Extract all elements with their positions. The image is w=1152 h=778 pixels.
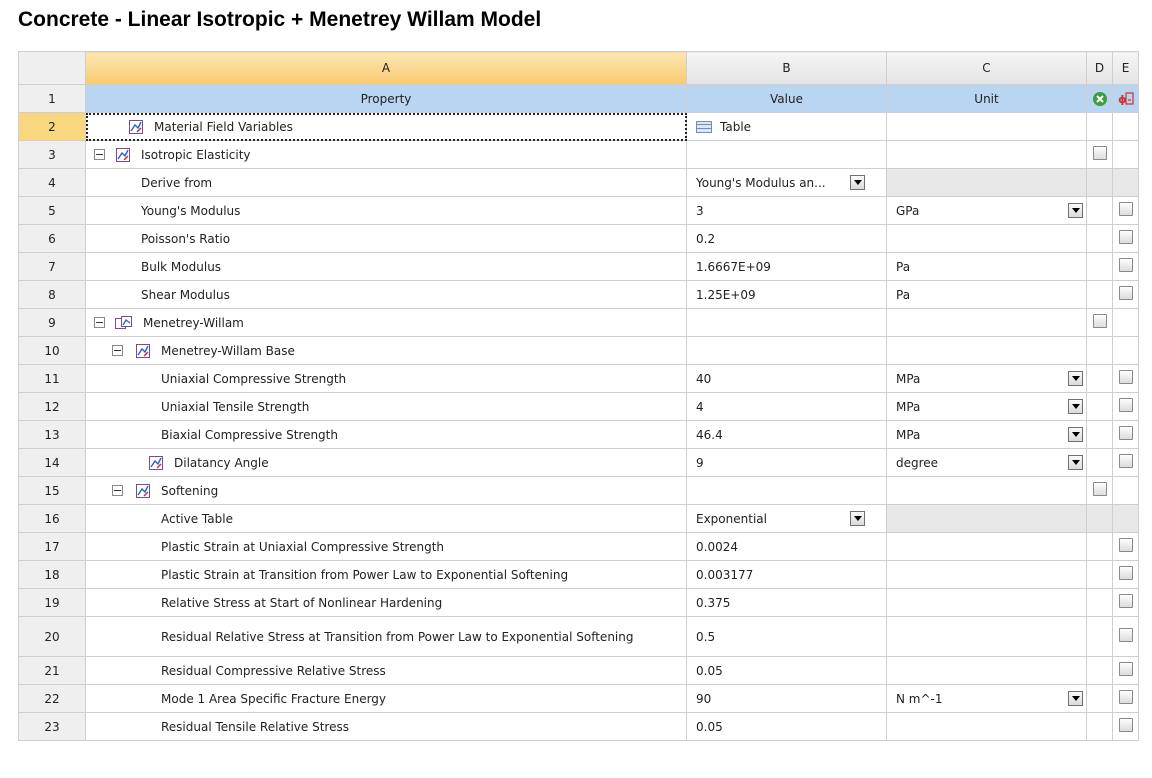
property-label: Softening xyxy=(161,483,219,498)
edit-chart-icon xyxy=(148,455,164,471)
unit-cell xyxy=(887,561,1087,589)
unit-cell xyxy=(887,281,1087,309)
property-cell-biaxial-compressive-strength[interactable] xyxy=(86,421,687,449)
green-x-icon[interactable] xyxy=(1087,85,1113,113)
column-d-cell xyxy=(1087,393,1113,421)
property-label: Biaxial Compressive Strength xyxy=(161,427,338,442)
unit-text: GPa xyxy=(896,203,920,218)
property-cell-mode-1-area-specific-fracture-energy[interactable] xyxy=(86,685,687,713)
unit-text: MPa xyxy=(896,427,921,442)
property-label: Plastic Strain at Transition from Power Law to Exponential Softening xyxy=(161,567,569,582)
table-row[interactable] xyxy=(19,449,1139,477)
parameter-checkbox[interactable] xyxy=(1119,202,1133,216)
column-d-cell xyxy=(1087,281,1113,309)
column-d-cell xyxy=(1087,225,1113,253)
material-model-icon xyxy=(115,315,133,331)
property-cell-isotropic-elasticity[interactable] xyxy=(86,141,687,169)
property-cell-plastic-strain-at-transition-from-power-law-to-exponential-softening[interactable] xyxy=(86,561,687,589)
value-text: 0.003177 xyxy=(696,567,754,582)
table-row[interactable] xyxy=(19,685,1139,713)
property-cell-active-table[interactable] xyxy=(86,505,687,533)
unit-cell xyxy=(887,225,1087,253)
value-cell[interactable] xyxy=(687,393,887,421)
property-label: Mode 1 Area Specific Fracture Energy xyxy=(161,691,387,706)
parameter-checkbox[interactable] xyxy=(1119,398,1133,412)
unit-column-label: Unit xyxy=(887,85,1087,113)
row-number[interactable]: 8 xyxy=(19,281,86,309)
suppress-checkbox[interactable] xyxy=(1093,482,1107,496)
column-e-cell[interactable] xyxy=(1113,449,1139,477)
column-d-cell[interactable] xyxy=(1087,309,1113,337)
property-cell-residual-tensile-relative-stress[interactable] xyxy=(86,713,687,741)
row-number[interactable]: 5 xyxy=(19,197,86,225)
table-row[interactable] xyxy=(19,365,1139,393)
property-cell-shear-modulus[interactable] xyxy=(86,281,687,309)
property-cell-softening[interactable] xyxy=(86,477,687,505)
value-text: Young's Modulus an... xyxy=(696,175,826,190)
row-number[interactable]: 9 xyxy=(19,309,86,337)
column-d-cell[interactable] xyxy=(1087,141,1113,169)
column-e-cell xyxy=(1113,505,1139,533)
collapse-icon[interactable] xyxy=(112,345,123,356)
unit-cell xyxy=(887,589,1087,617)
value-text: 0.05 xyxy=(696,719,723,734)
property-cell-residual-compressive-relative-stress[interactable] xyxy=(86,657,687,685)
page-title: Concrete - Linear Isotropic + Menetrey Willam Model xyxy=(18,8,542,31)
collapse-icon[interactable] xyxy=(112,485,123,496)
table-row[interactable] xyxy=(19,477,1139,505)
property-label: Poisson's Ratio xyxy=(141,231,231,246)
table-row[interactable] xyxy=(19,421,1139,449)
unit-cell xyxy=(887,533,1087,561)
value-text: 40 xyxy=(696,371,712,386)
column-e-cell[interactable] xyxy=(1113,561,1139,589)
table-row[interactable] xyxy=(19,505,1139,533)
table-row[interactable] xyxy=(19,713,1139,741)
unit-cell xyxy=(887,477,1087,505)
dropdown-arrow-icon[interactable] xyxy=(1068,427,1083,442)
properties-table xyxy=(18,51,1139,741)
row-number[interactable]: 16 xyxy=(19,505,86,533)
unit-text: degree xyxy=(896,455,939,470)
value-cell[interactable] xyxy=(687,685,887,713)
value-cell[interactable] xyxy=(687,225,887,253)
table-row[interactable] xyxy=(19,309,1139,337)
column-header-c[interactable]: C xyxy=(887,52,1087,85)
collapse-icon[interactable] xyxy=(94,149,105,160)
column-d-cell xyxy=(1087,589,1113,617)
row-number[interactable]: 14 xyxy=(19,449,86,477)
column-d-cell xyxy=(1087,713,1113,741)
column-d-cell xyxy=(1087,533,1113,561)
row-number[interactable]: 20 xyxy=(19,617,86,657)
row-number[interactable]: 3 xyxy=(19,141,86,169)
parameter-icon[interactable] xyxy=(1113,85,1139,113)
corner-cell[interactable] xyxy=(19,52,86,85)
column-d-cell xyxy=(1087,197,1113,225)
edit-chart-icon xyxy=(128,119,144,135)
dropdown-arrow-icon[interactable] xyxy=(850,511,865,526)
row-number[interactable]: 15 xyxy=(19,477,86,505)
unit-text: Pa xyxy=(896,259,911,274)
column-e-cell[interactable] xyxy=(1113,533,1139,561)
value-text: 0.5 xyxy=(696,629,716,644)
column-e-cell xyxy=(1113,309,1139,337)
unit-cell xyxy=(887,617,1087,657)
parameter-checkbox[interactable] xyxy=(1119,258,1133,272)
table-row[interactable] xyxy=(19,337,1139,365)
property-label: Isotropic Elasticity xyxy=(141,147,251,162)
column-e-cell[interactable] xyxy=(1113,657,1139,685)
column-e-cell xyxy=(1113,337,1139,365)
column-d-cell xyxy=(1087,253,1113,281)
column-d-cell xyxy=(1087,449,1113,477)
value-cell[interactable] xyxy=(687,477,887,505)
property-cell-material-field-variables[interactable] xyxy=(86,113,687,141)
table-row[interactable] xyxy=(19,617,1139,657)
value-cell[interactable] xyxy=(687,421,887,449)
row-number[interactable]: 13 xyxy=(19,421,86,449)
unit-cell[interactable] xyxy=(887,421,1087,449)
value-text: 3 xyxy=(696,203,704,218)
row-number[interactable]: 1 xyxy=(19,85,86,113)
value-cell[interactable] xyxy=(687,505,887,533)
unit-cell[interactable] xyxy=(887,685,1087,713)
table-row[interactable] xyxy=(19,589,1139,617)
svg-text:ɸ: ɸ xyxy=(1117,92,1127,106)
unit-cell xyxy=(887,169,1087,197)
value-text: 0.375 xyxy=(696,595,731,610)
value-cell[interactable] xyxy=(687,589,887,617)
column-d-cell[interactable] xyxy=(1087,477,1113,505)
table-row[interactable] xyxy=(19,197,1139,225)
value-cell[interactable] xyxy=(687,713,887,741)
value-text: 90 xyxy=(696,691,712,706)
column-d-cell xyxy=(1087,561,1113,589)
column-d-cell xyxy=(1087,617,1113,657)
value-cell[interactable] xyxy=(687,657,887,685)
parameter-checkbox[interactable] xyxy=(1119,662,1133,676)
value-cell[interactable] xyxy=(687,141,887,169)
row-number[interactable]: 7 xyxy=(19,253,86,281)
dropdown-arrow-icon[interactable] xyxy=(1068,203,1083,218)
dropdown-arrow-icon[interactable] xyxy=(1068,455,1083,470)
property-label: Shear Modulus xyxy=(141,287,230,302)
edit-chart-icon xyxy=(135,343,151,359)
column-e-cell[interactable] xyxy=(1113,281,1139,309)
column-header-a[interactable]: A xyxy=(86,52,687,85)
column-e-cell xyxy=(1113,141,1139,169)
edit-chart-icon xyxy=(135,483,151,499)
property-label: Residual Relative Stress at Transition from Power Law to Exponential Softening xyxy=(161,629,634,644)
column-e-cell[interactable] xyxy=(1113,393,1139,421)
value-text: 0.05 xyxy=(696,663,723,678)
value-text: Exponential xyxy=(696,511,767,526)
table-row[interactable] xyxy=(19,393,1139,421)
table-row[interactable] xyxy=(19,225,1139,253)
parameter-checkbox[interactable] xyxy=(1119,628,1133,642)
unit-text: MPa xyxy=(896,399,921,414)
property-label: Bulk Modulus xyxy=(141,259,222,274)
parameter-checkbox[interactable] xyxy=(1119,538,1133,552)
table-row[interactable] xyxy=(19,281,1139,309)
column-e-cell[interactable] xyxy=(1113,617,1139,657)
value-text: 9 xyxy=(696,455,704,470)
property-label: Material Field Variables xyxy=(154,119,293,134)
column-d-cell xyxy=(1087,365,1113,393)
property-cell-menetrey-willam[interactable] xyxy=(86,309,687,337)
edit-chart-icon xyxy=(115,147,131,163)
unit-text: N m^-1 xyxy=(896,691,943,706)
table-row[interactable] xyxy=(19,561,1139,589)
table-row[interactable] xyxy=(19,533,1139,561)
value-cell[interactable] xyxy=(687,337,887,365)
unit-cell xyxy=(887,337,1087,365)
property-header-row xyxy=(19,85,1139,113)
parameter-checkbox[interactable] xyxy=(1119,286,1133,300)
unit-cell[interactable] xyxy=(887,393,1087,421)
property-cell-young-s-modulus[interactable] xyxy=(86,197,687,225)
property-label: Menetrey-Willam Base xyxy=(161,343,295,358)
column-d-cell xyxy=(1087,657,1113,685)
unit-cell xyxy=(887,253,1087,281)
property-cell-menetrey-willam-base[interactable] xyxy=(86,337,687,365)
parameter-checkbox[interactable] xyxy=(1119,230,1133,244)
column-e-cell[interactable] xyxy=(1113,421,1139,449)
value-cell[interactable] xyxy=(687,617,887,657)
value-cell[interactable] xyxy=(687,533,887,561)
property-label: Uniaxial Compressive Strength xyxy=(161,371,347,386)
value-cell[interactable] xyxy=(687,253,887,281)
row-number[interactable]: 17 xyxy=(19,533,86,561)
value-text: 1.25E+09 xyxy=(696,287,756,302)
parameter-checkbox[interactable] xyxy=(1119,426,1133,440)
column-header-d[interactable]: D xyxy=(1087,52,1113,85)
value-cell[interactable] xyxy=(687,449,887,477)
unit-cell xyxy=(887,141,1087,169)
parameter-checkbox[interactable] xyxy=(1119,594,1133,608)
column-d-cell xyxy=(1087,505,1113,533)
parameter-checkbox[interactable] xyxy=(1119,454,1133,468)
dropdown-arrow-icon[interactable] xyxy=(1068,691,1083,706)
row-number[interactable]: 23 xyxy=(19,713,86,741)
table-row[interactable] xyxy=(19,169,1139,197)
property-column-label: Property xyxy=(86,85,687,113)
table-icon xyxy=(696,121,712,133)
table-row[interactable] xyxy=(19,657,1139,685)
column-d-cell xyxy=(1087,337,1113,365)
value-text: 0.2 xyxy=(696,231,716,246)
value-cell[interactable] xyxy=(687,169,887,197)
row-number[interactable]: 4 xyxy=(19,169,86,197)
column-header-row xyxy=(19,52,1139,85)
property-cell-residual-relative-stress-at-transition-from-power-law-to-exponential-softening[interactable] xyxy=(86,617,687,657)
parameter-checkbox[interactable] xyxy=(1119,718,1133,732)
dropdown-arrow-icon[interactable] xyxy=(1068,371,1083,386)
parameter-checkbox[interactable] xyxy=(1119,370,1133,384)
value-text: 4 xyxy=(696,399,704,414)
property-label: Active Table xyxy=(161,511,233,526)
unit-text: Pa xyxy=(896,287,911,302)
property-cell-dilatancy-angle[interactable] xyxy=(86,449,687,477)
property-label: Residual Compressive Relative Stress xyxy=(161,663,386,678)
column-d-cell xyxy=(1087,685,1113,713)
row-number[interactable]: 6 xyxy=(19,225,86,253)
value-cell[interactable] xyxy=(687,281,887,309)
property-label: Residual Tensile Relative Stress xyxy=(161,719,349,734)
suppress-checkbox[interactable] xyxy=(1093,314,1107,328)
property-label: Uniaxial Tensile Strength xyxy=(161,399,310,414)
unit-text: MPa xyxy=(896,371,921,386)
property-cell-uniaxial-compressive-strength[interactable] xyxy=(86,365,687,393)
property-cell-poisson-s-ratio[interactable] xyxy=(86,225,687,253)
column-header-b[interactable]: B xyxy=(687,52,887,85)
table-row[interactable] xyxy=(19,141,1139,169)
row-number[interactable]: 18 xyxy=(19,561,86,589)
unit-cell xyxy=(887,713,1087,741)
value-text: 46.4 xyxy=(696,427,723,442)
value-cell[interactable] xyxy=(687,113,887,141)
row-number[interactable]: 21 xyxy=(19,657,86,685)
column-e-cell[interactable] xyxy=(1113,365,1139,393)
value-text: 0.0024 xyxy=(696,539,738,554)
property-label: Young's Modulus xyxy=(141,203,241,218)
value-cell[interactable] xyxy=(687,197,887,225)
unit-cell xyxy=(887,113,1087,141)
value-cell[interactable] xyxy=(687,561,887,589)
property-label: Dilatancy Angle xyxy=(174,455,269,470)
unit-cell xyxy=(887,657,1087,685)
suppress-checkbox[interactable] xyxy=(1093,146,1107,160)
property-cell-relative-stress-at-start-of-nonlinear-hardening[interactable] xyxy=(86,589,687,617)
column-d-cell xyxy=(1087,421,1113,449)
dropdown-arrow-icon[interactable] xyxy=(850,175,865,190)
value-text: 1.6667E+09 xyxy=(696,259,771,274)
property-label: Relative Stress at Start of Nonlinear Hardening xyxy=(161,595,443,610)
dropdown-arrow-icon[interactable] xyxy=(1068,399,1083,414)
unit-cell xyxy=(887,505,1087,533)
value-column-label: Value xyxy=(687,85,887,113)
column-e-cell[interactable] xyxy=(1113,225,1139,253)
column-e-cell[interactable] xyxy=(1113,197,1139,225)
unit-cell[interactable] xyxy=(887,365,1087,393)
column-e-cell[interactable] xyxy=(1113,253,1139,281)
row-number[interactable]: 2 xyxy=(19,113,86,141)
property-label: Menetrey-Willam xyxy=(143,315,244,330)
column-e-cell[interactable] xyxy=(1113,589,1139,617)
column-e-cell xyxy=(1113,169,1139,197)
unit-cell[interactable] xyxy=(887,449,1087,477)
parameter-checkbox[interactable] xyxy=(1119,690,1133,704)
column-e-cell xyxy=(1113,113,1139,141)
value-cell[interactable] xyxy=(687,309,887,337)
unit-cell xyxy=(887,309,1087,337)
property-cell-plastic-strain-at-uniaxial-compressive-strength[interactable] xyxy=(86,533,687,561)
collapse-icon[interactable] xyxy=(94,317,105,328)
column-header-e[interactable]: E xyxy=(1113,52,1139,85)
column-d-cell xyxy=(1087,169,1113,197)
property-cell-derive-from[interactable] xyxy=(86,169,687,197)
table-row[interactable] xyxy=(19,113,1139,141)
property-label: Derive from xyxy=(141,175,213,190)
column-d-cell xyxy=(1087,113,1113,141)
row-number[interactable]: 19 xyxy=(19,589,86,617)
column-e-cell[interactable] xyxy=(1113,685,1139,713)
row-number[interactable]: 22 xyxy=(19,685,86,713)
property-cell-bulk-modulus[interactable] xyxy=(86,253,687,281)
parameter-checkbox[interactable] xyxy=(1119,566,1133,580)
column-e-cell[interactable] xyxy=(1113,713,1139,741)
table-row[interactable] xyxy=(19,253,1139,281)
column-e-cell xyxy=(1113,477,1139,505)
value-cell[interactable] xyxy=(687,365,887,393)
row-number[interactable]: 12 xyxy=(19,393,86,421)
row-number[interactable]: 10 xyxy=(19,337,86,365)
property-label: Plastic Strain at Uniaxial Compressive Strength xyxy=(161,539,445,554)
value-text: Table xyxy=(720,119,752,134)
unit-cell[interactable] xyxy=(887,197,1087,225)
property-cell-uniaxial-tensile-strength[interactable] xyxy=(86,393,687,421)
row-number[interactable]: 11 xyxy=(19,365,86,393)
